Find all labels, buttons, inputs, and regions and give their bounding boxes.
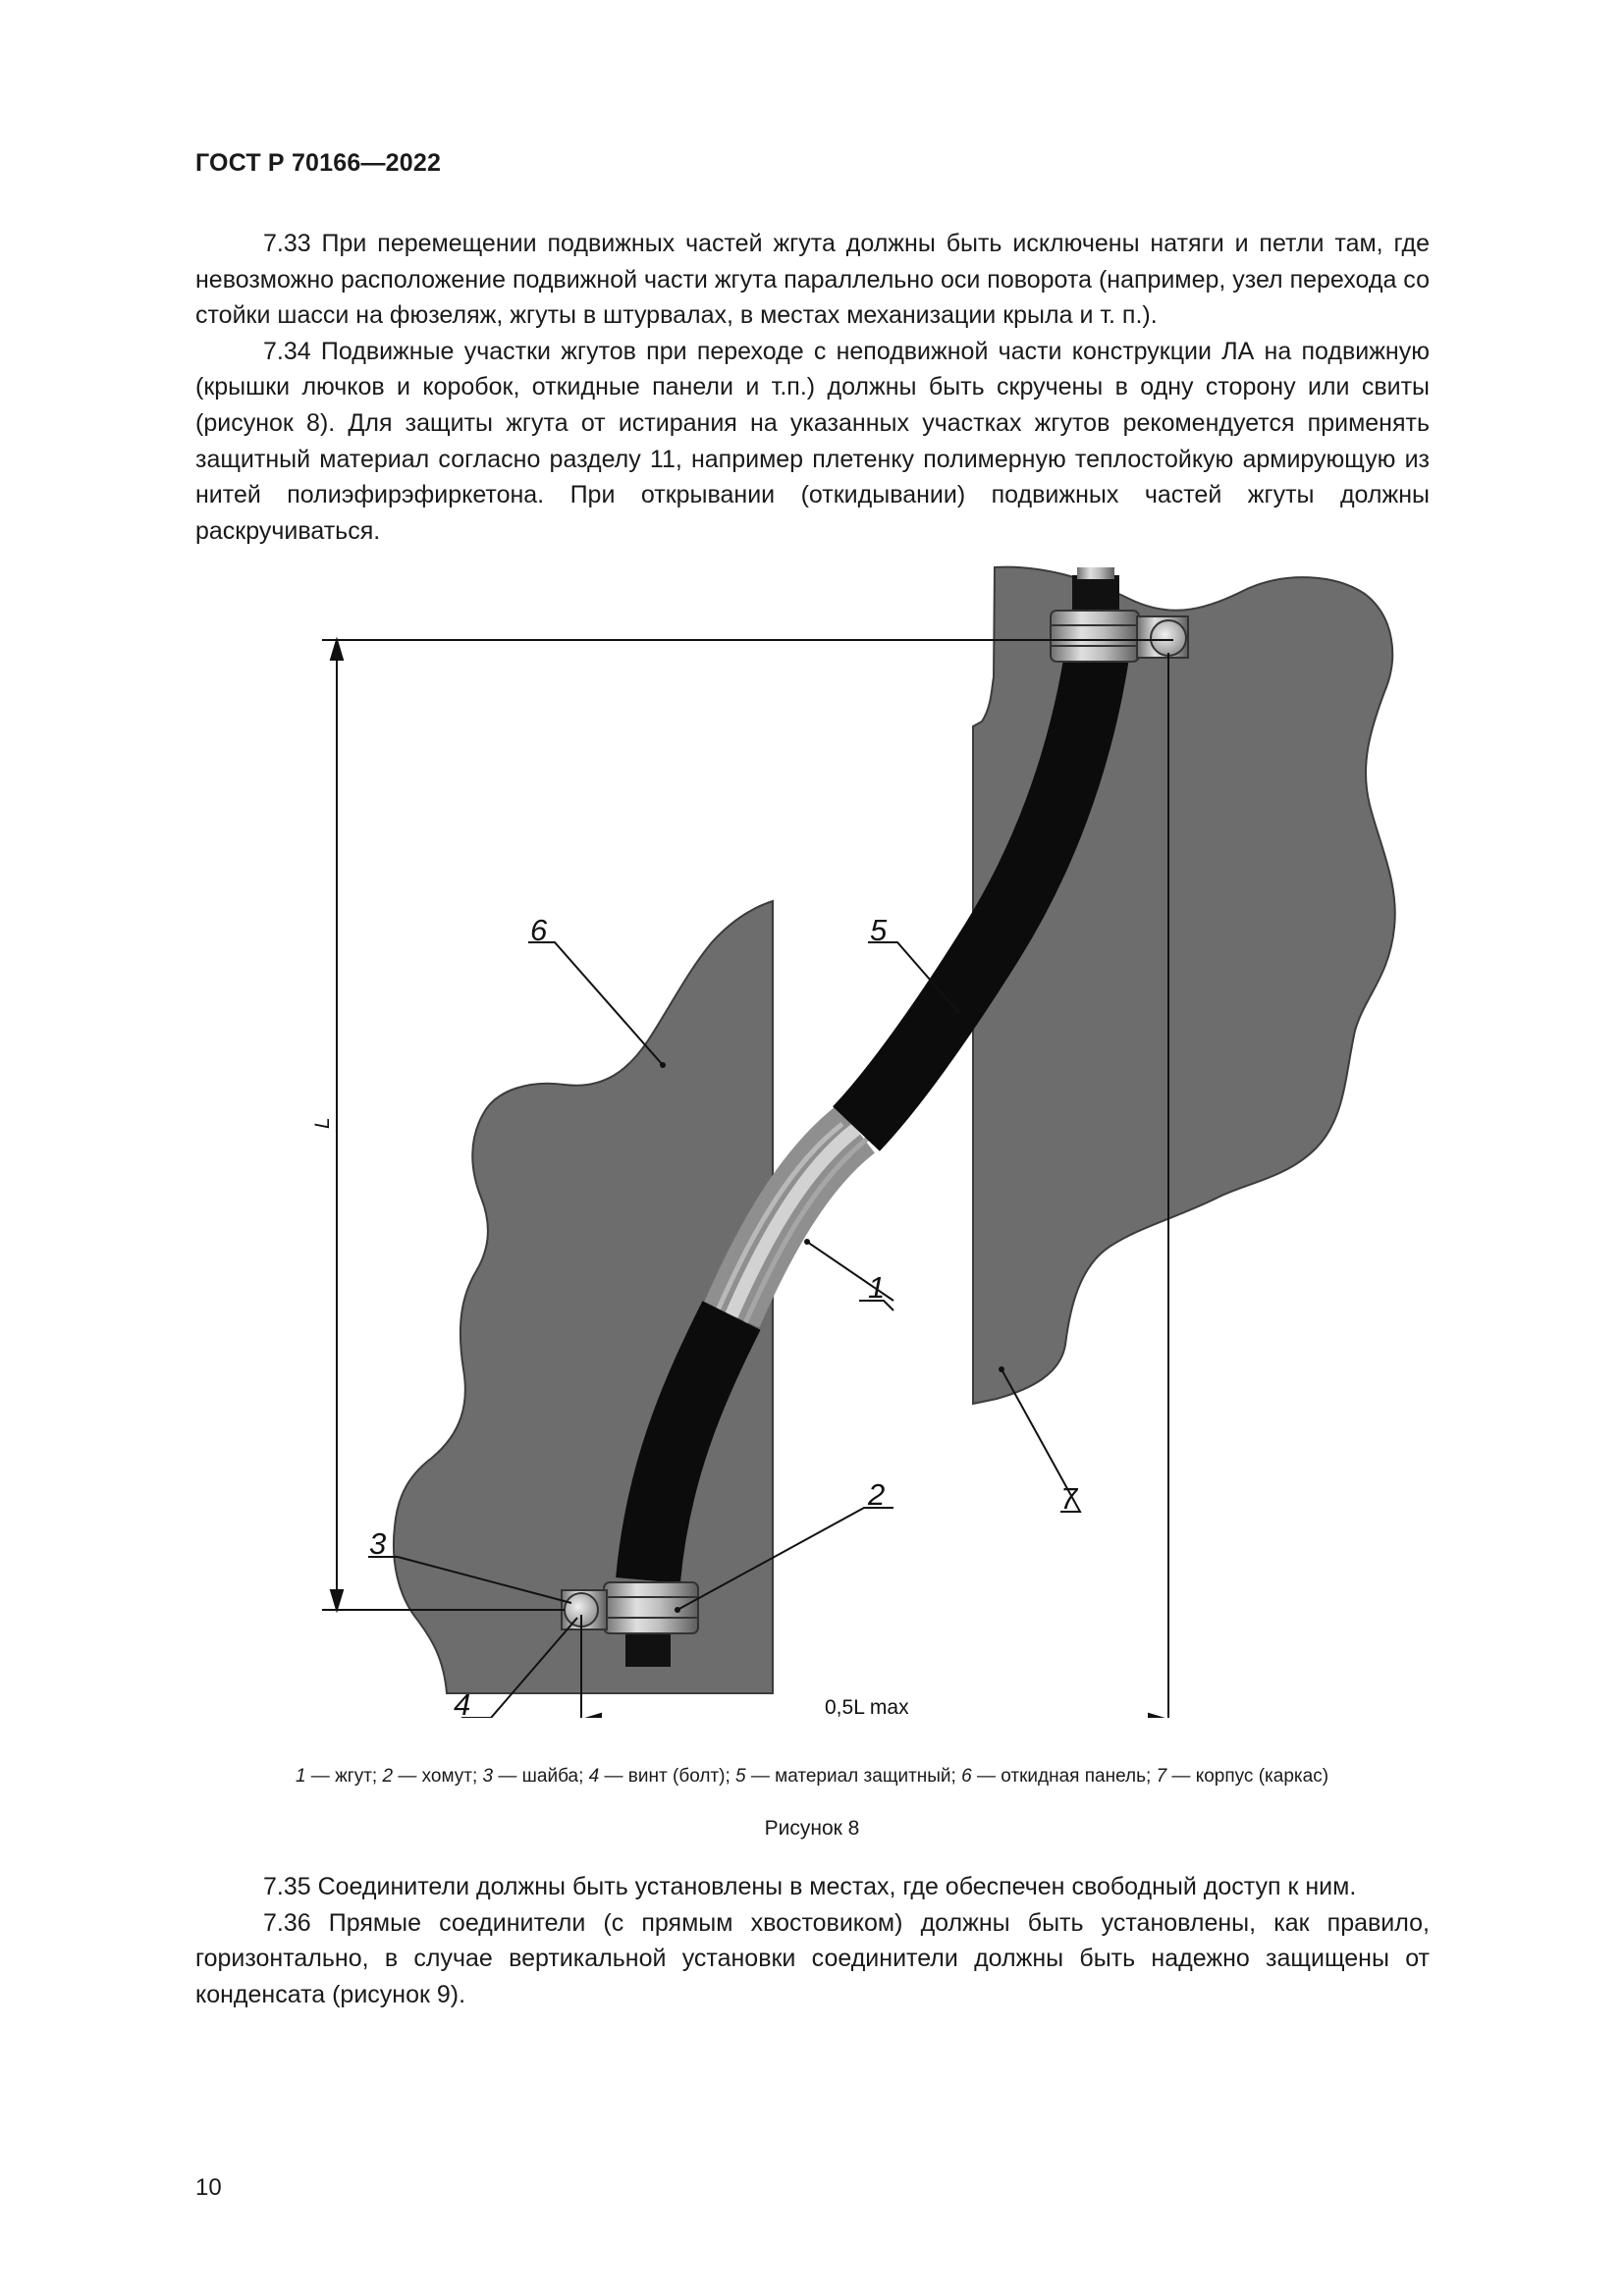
legend-text-5: — материал защитный; (745, 1766, 962, 1787)
paragraph-7-34: 7.34 Подвижные участки жгутов при переходе с неподвижной части конструкции ЛА на подвижную (крышки лючков и коробок, откидные панели и т.п.) должны быть скручены в одну сторону или свиты (рисунок 8). Для защиты жгута от истирания на указанных участках жгутов рекомендуется применять защитный материал согласно разделу 11, например плетенку полимерную теплостойкую армирующую из нитей полиэфирэфиркетона. При открывании (откидывании) подвижных частей жгуты должны раскручиваться. (195, 337, 1430, 545)
legend-num-6: 6 (961, 1766, 972, 1787)
paragraph-7-36: 7.36 Прямые соединители (с прямым хвостовиком) должны быть установлены, как правило, горизонтально, в случае вертикальной установки соединители должны быть надежно защищены от конденсата (рисунок 9). (195, 1908, 1430, 2008)
legend-num-3: 3 (482, 1766, 494, 1787)
legend-text-2: — хомут; (393, 1766, 483, 1787)
frame-body-7 (973, 567, 1395, 1404)
legend-num-5: 5 (735, 1766, 746, 1787)
figure-8 (0, 550, 1624, 1718)
paragraphs-top (195, 226, 1430, 549)
harness-stub-bottom (625, 1629, 671, 1667)
figure-legend (0, 1766, 1624, 1788)
legend-num-7: 7 (1156, 1766, 1167, 1787)
legend-num-4: 4 (588, 1766, 600, 1787)
legend-text-6: — откидная панель; (971, 1766, 1157, 1787)
legend-text-4: — винт (болт); (599, 1766, 736, 1787)
dimension-half-L-label: 0,5L max (825, 1696, 909, 1718)
legend-text-1: — жгут; (305, 1766, 383, 1787)
legend-num-2: 2 (382, 1766, 394, 1787)
legend-text-3: — шайба; (493, 1766, 589, 1787)
figure-caption: Рисунок 8 (764, 1817, 860, 1840)
callout-5: 5 (870, 913, 888, 947)
document-header: ГОСТ Р 70166—2022 (195, 149, 442, 177)
legend-num-1: 1 (295, 1766, 306, 1787)
callout-2: 2 (868, 1477, 886, 1512)
callout-7: 7 (1060, 1481, 1078, 1516)
harness-drawing (0, 550, 1624, 1718)
paragraphs-bottom (195, 1869, 1430, 2012)
paragraph-7-35: 7.35 Соединители должны быть установлены в местах, где обеспечен свободный доступ к ним. (263, 1873, 1357, 1900)
page-number: 10 (195, 2174, 222, 2201)
callout-6: 6 (530, 913, 548, 947)
callout-3: 3 (369, 1526, 387, 1561)
callout-4: 4 (454, 1687, 471, 1718)
callout-1: 1 (868, 1270, 886, 1305)
paragraph-7-33: 7.33 При перемещении подвижных частей жгута должны быть исключены натяги и петли там, где невозможно расположение подвижной части жгута параллельно оси поворота (например, узел перехода со стойки шасси на фюзеляж, жгуты в штурвалах, в местах механизации крыла и т. п.). (195, 230, 1430, 330)
dimension-L-label: L (311, 1117, 334, 1129)
legend-text-7: — корпус (каркас) (1166, 1766, 1329, 1787)
